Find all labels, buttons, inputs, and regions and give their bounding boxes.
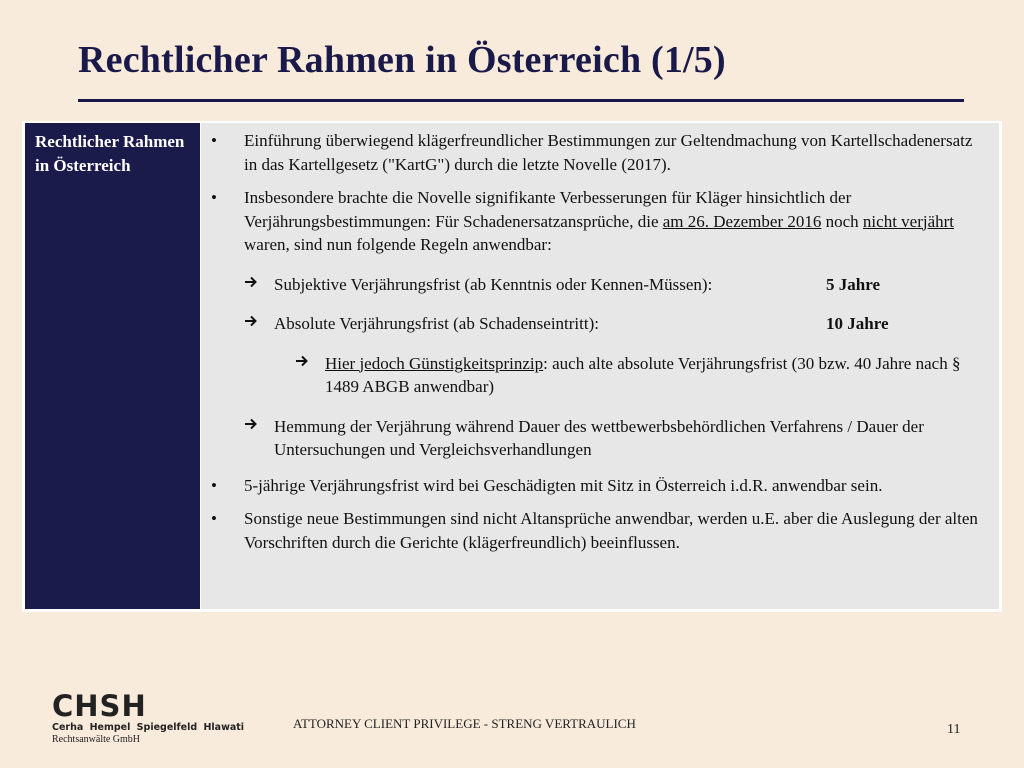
bullet-icon: • [211, 188, 217, 207]
section-label: Rechtlicher Rahmen in Österreich [25, 123, 200, 609]
logo-subtitle: Rechtsanwälte GmbH [52, 734, 141, 745]
arrow-text: Absolute Verjährungsfrist (ab Schadenseintritt): [274, 314, 599, 333]
confidentiality-notice: ATTORNEY CLIENT PRIVILEGE - STRENG VERTRAULICH [293, 716, 636, 731]
bullet-item [201, 129, 979, 176]
arrow-item-subjective [201, 273, 979, 297]
bullet-text: Sonstige neue Bestimmungen sind nicht Altansprüche anwendbar, werden u.E. aber die Auslegung der alten Vorschriften durch die Gerichte (klägerfreundlich) beeinflussen. [244, 509, 978, 552]
arrow-text: : auch alte absolute Verjährungsfrist (30 bzw. 40 Jahre nach § 1489 ABGB anwendbar) [325, 353, 961, 396]
arrow-right-icon [243, 273, 259, 297]
bullet-icon: • [211, 475, 217, 495]
not-expired-underlined: nicht verjährt [862, 211, 955, 231]
arrow-item-suspension [201, 415, 979, 462]
firm-logo [52, 690, 244, 746]
period-value: 5 Jahre [826, 274, 880, 294]
favourability-principle: Hier jedoch Günstigkeitsprinzip [325, 353, 544, 373]
arrow-right-icon [243, 312, 259, 336]
bullet-item [201, 474, 979, 498]
arrow-right-icon [243, 415, 259, 439]
bullet-text: Einführung überwiegend klägerfreundlicher Bestimmungen zur Geltendmachung von Kartellschadenersatz in das Kartellgesetz ("KartG") durch die letzte Novelle (2017). [244, 131, 973, 174]
bullet-text: Insbesondere brachte die Novelle signifikante Verbesserungen für Kläger hinsichtlich der Verjährungsbestimmungen: Für Schadenersatzansprüche, die [244, 188, 852, 231]
bullet-icon: • [211, 131, 217, 150]
title-underline [78, 99, 964, 102]
bullet-text: 5-jährige Verjährungsfrist wird bei Geschädigten mit Sitz in Österreich i.d.R. anwendbar sein. [244, 475, 883, 495]
bullet-text: noch [821, 211, 863, 231]
arrow-item-favourability [201, 352, 979, 399]
bullet-item [201, 507, 979, 554]
arrow-item-absolute [201, 312, 979, 336]
date-underlined: am 26. Dezember 2016 [662, 211, 822, 231]
content-panel [201, 123, 999, 609]
arrow-text: Hemmung der Verjährung während Dauer des wettbewerbsbehördlichen Verfahrens / Dauer der Untersuchungen und Vergleichsverhandlungen [274, 416, 924, 459]
logo-partner-names: Cerha Hempel Spiegelfeld Hlawati [52, 722, 245, 733]
page-number: 11 [947, 722, 961, 737]
bullet-item [201, 186, 979, 257]
logo-mark: CHSH [52, 689, 147, 723]
slide-title: Rechtlicher Rahmen in Österreich (1/5) [78, 39, 726, 81]
bullet-text: waren, sind nun folgende Regeln anwendbar: [244, 235, 552, 254]
arrow-text: Subjektive Verjährungsfrist (ab Kenntnis oder Kennen-Müssen): [274, 274, 713, 294]
arrow-right-icon [294, 352, 310, 376]
period-value: 10 Jahre [826, 314, 889, 333]
bullet-icon: • [211, 509, 217, 528]
